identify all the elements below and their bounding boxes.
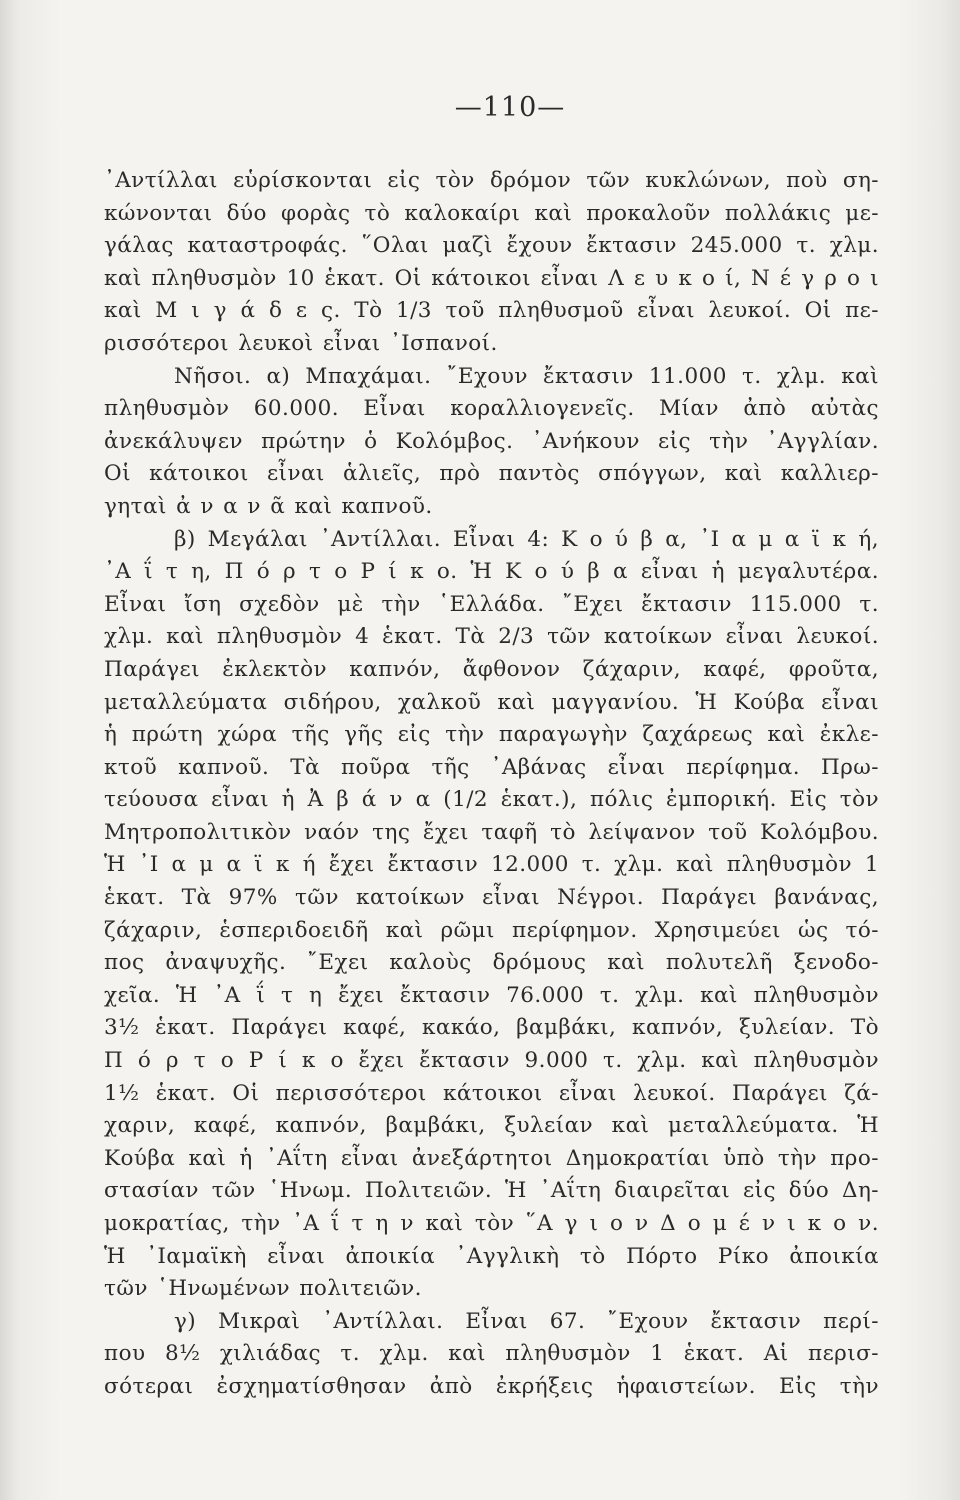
text-line: ἑκατ. Τὰ 97% τῶν κατοίκων εἶναι Νέγροι. Παράγει βανάνας, [104,885,879,911]
text-line: 3½ ἑκατ. Παράγει καφέ, κακάο, βαμβάκι, καπνόν, ξυλείαν. Τὸ [104,1015,879,1041]
text-line: ἡ πρώτη χώρα τῆς γῆς εἰς τὴν παραγωγὴν ζαχάρεως καὶ ἐκλε- [104,722,879,748]
text-line: Μητροπολιτικὸν ναόν της ἔχει ταφῆ τὸ λείψανον τοῦ Κολόμβου. [104,819,879,845]
text-line: καὶ πληθυσμὸν 10 ἑκατ. Οἱ κάτοικοι εἶναι Λ ε υ κ ο ί, Ν έ γ ρ ο ι [104,265,879,291]
text-line: γηταὶ ἀ ν α ν ᾶ καὶ καπνοῦ. [104,493,433,519]
text-line: που 8½ χιλιάδας τ. χλμ. καὶ πληθυσμὸν 1 ἑκατ. Αἱ περισ- [104,1341,879,1367]
text-line: κτοῦ καπνοῦ. Τὰ ποῦρα τῆς ᾿Αβάνας εἶναι περίφημα. Πρω- [104,754,879,780]
text-line: τῶν ῾Ηνωμένων πολιτειῶν. [104,1276,422,1302]
text-line: Ἡ ᾿Ι α μ α ϊ κ ή ἔχει ἔκτασιν 12.000 τ. χλμ. καὶ πληθυσμὸν 1 [104,852,879,878]
text-line: σότεραι ἐσχηματίσθησαν ἀπὸ ἐκρήξεις ἡφαιστείων. Εἰς τὴν [104,1373,879,1399]
text-line: Ἡ ᾿Ιαμαϊκὴ εἶναι ἀποικία ᾿Αγγλικὴ τὸ Πόρτο Ρίκο ἀποικία [104,1243,879,1269]
text-line: ᾿Α ΐ τ η, Π ό ρ τ ο Ρ ί κ ο. Ἡ Κ ο ύ β α εἶναι ἡ μεγαλυτέρα. [104,559,879,585]
text-line: χλμ. καὶ πληθυσμὸν 4 ἑκατ. Τὰ 2/3 τῶν κατοίκων εἶναι λευκοί. [104,624,879,650]
text-line: ρισσότεροι λευκοὶ εἶναι ᾿Ισπανοί. [104,330,498,356]
text-line: γάλας καταστροφάς. ῞Ολαι μαζὶ ἔχουν ἔκτασιν 245.000 τ. χλμ. [104,233,879,259]
page-number: —110— [454,92,566,123]
text-line: Π ό ρ τ ο Ρ ί κ ο ἔχει ἔκτασιν 9.000 τ. χλμ. καὶ πληθυσμὸν [104,1048,879,1074]
section-heading-line: γ) Μικραὶ ᾿Αντίλλαι. Εἶναι 67. ῎Εχουν ἔκτασιν περί- [174,1308,879,1334]
text-line: Παράγει ἐκλεκτὸν καπνόν, ἄφθονον ζάχαριν, καφέ, φροῦτα, [104,656,879,682]
text-line: χεῖα. Ἡ ᾿Α ΐ τ η ἔχει ἔκτασιν 76.000 τ. χλμ. καὶ πληθυσμὸν [104,982,879,1008]
text-line: χαριν, καφέ, καπνόν, βαμβάκι, ξυλείαν καὶ μεταλλεύματα. Ἡ [104,1113,879,1139]
text-line: κώνονται δύο φορὰς τὸ καλοκαίρι καὶ προκαλοῦν πολλάκις με- [104,200,879,226]
text-line: πληθυσμὸν 60.000. Εἶναι κοραλλιογενεῖς. Μίαν ἀπὸ αὐτὰς [104,396,879,422]
text-line: Οἱ κάτοικοι εἶναι ἁλιεῖς, πρὸ παντὸς σπόγγων, καὶ καλλιερ- [104,461,879,487]
text-line: Εἶναι ἴση σχεδὸν μὲ τὴν ῾Ελλάδα. ῎Εχει ἔκτασιν 115.000 τ. [104,591,879,617]
text-line: 1½ ἑκατ. Οἱ περισσότεροι κάτοικοι εἶναι λευκοί. Παράγει ζά- [104,1080,879,1106]
text-line: ᾿Αντίλλαι εὑρίσκονται εἰς τὸν δρόμον τῶν κυκλώνων, ποὺ ση- [104,168,879,193]
text-line: στασίαν τῶν ῾Ηνωμ. Πολιτειῶν. Ἡ ᾿Αΐτη διαιρεῖται εἰς δύο Δη- [104,1178,879,1204]
text-line: ἀνεκάλυψεν πρώτην ὁ Κολόμβος. ᾿Ανήκουν εἰς τὴν ᾿Αγγλίαν. [104,428,879,454]
text-line: καὶ Μ ι γ ά δ ε ς. Τὸ 1/3 τοῦ πληθυσμοῦ εἶναι λευκοί. Οἱ πε- [104,298,879,324]
body-text [104,165,879,1404]
text-line: πος ἀναψυχῆς. ῎Εχει καλοὺς δρόμους καὶ πολυτελῆ ξενοδο- [104,950,879,976]
text-line: μεταλλεύματα σιδήρου, χαλκοῦ καὶ μαγγανίου. Ἡ Κούβα εἶναι [104,689,879,715]
section-heading-line: β) Μεγάλαι ᾿Αντίλλαι. Εἶναι 4: Κ ο ύ β α, ᾿Ι α μ α ϊ κ ή, [174,526,879,552]
text-line: τεύουσα εἶναι ἡ Ἀ β ά ν α (1/2 ἑκατ.), πόλις ἐμπορική. Εἰς τὸν [104,787,879,813]
section-heading-line: Νῆσοι. α) Μπαχάμαι. ῎Εχουν ἔκτασιν 11.000 τ. χλμ. καὶ [174,363,879,389]
text-line: μοκρατίας, τὴν ᾿Α ΐ τ η ν καὶ τὸν ῞Α γ ι ο ν Δ ο μ έ ν ι κ ο ν. [104,1211,879,1236]
text-line: ζάχαριν, ἑσπεριδοειδῆ καὶ ρῶμι περίφημον. Χρησιμεύει ὡς τό- [104,917,879,943]
text-line: Κούβα καὶ ἡ ᾿Αΐτη εἶναι ἀνεξάρτητοι Δημοκρατίαι ὑπὸ τὴν προ- [104,1145,879,1171]
